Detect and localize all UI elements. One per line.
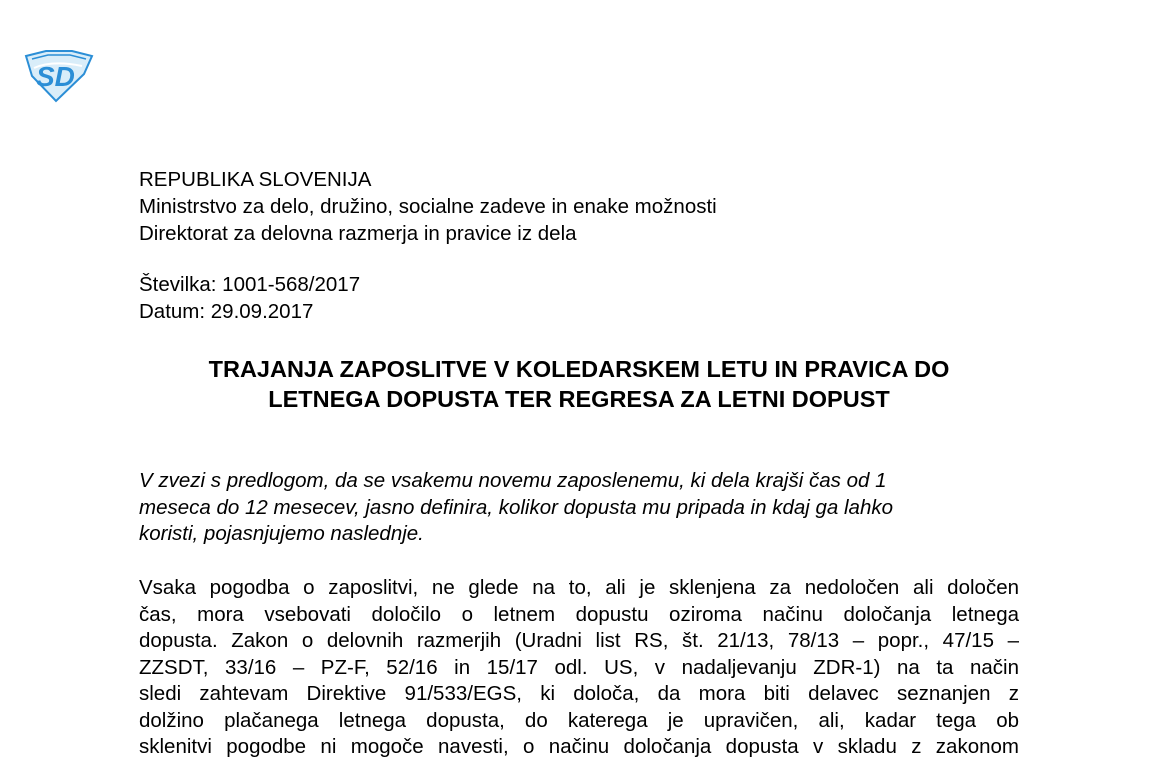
body-line: Vsaka pogodba o zaposlitvi, ne glede na to, ali je sklenjena za nedoločen ali določen [139,576,1019,599]
intro-paragraph [139,468,1019,548]
intro-line: V zvezi s predlogom, da se vsakemu novemu zaposlenemu, ki dela krajši čas od 1 [139,469,887,492]
document-number: Številka: 1001-568/2017 [139,273,361,296]
intro-line: meseca do 12 mesecev, jasno definira, kolikor dopusta mu pripada in kdaj ga lahko [139,495,893,519]
header-country: REPUBLIKA SLOVENIJA [139,168,372,191]
body-line: dopusta. Zakon o delovnih razmerjih (Uradni list RS, št. 21/13, 78/13 – popr., 47/15 – [139,629,1019,652]
title-line: TRAJANJA ZAPOSLITVE V KOLEDARSKEM LETU IN PRAVICA DO [208,356,950,382]
sd-shield-logo-icon [22,48,96,104]
body-line: sklenitvi pogodbe ni mogoče navesti, o načinu določanja dopusta v skladu z zakonom [139,735,1019,758]
body-paragraph [139,575,1019,761]
header-directorate: Direktorat za delovna razmerja in pravice iz dela [139,222,577,245]
body-line: sledi zahtevam Direktive 91/533/EGS, ki določa, da mora biti delavec seznanjen z [139,682,1019,705]
document-title [120,354,1038,414]
svg-text:SD: SD [36,61,75,92]
body-line: čas, mora vsebovati določilo o letnem dopustu oziroma načinu določanja letnega [139,602,1019,626]
title-line: LETNEGA DOPUSTA TER REGRESA ZA LETNI DOPUST [268,386,890,412]
sender-header [139,166,717,247]
body-line: dolžino plačanega letnega dopusta, do katerega je upravičen, ali, kadar tega ob [139,708,1019,732]
document-reference [139,271,360,325]
document-date: Datum: 29.09.2017 [139,300,314,323]
body-line: ZZSDT, 33/16 – PZ-F, 52/16 in 15/17 odl. US, v nadaljevanju ZDR-1) na ta način [139,655,1019,679]
intro-line: koristi, pojasnjujemo naslednje. [139,522,424,545]
header-ministry: Ministrstvo za delo, družino, socialne zadeve in enake možnosti [139,195,717,218]
